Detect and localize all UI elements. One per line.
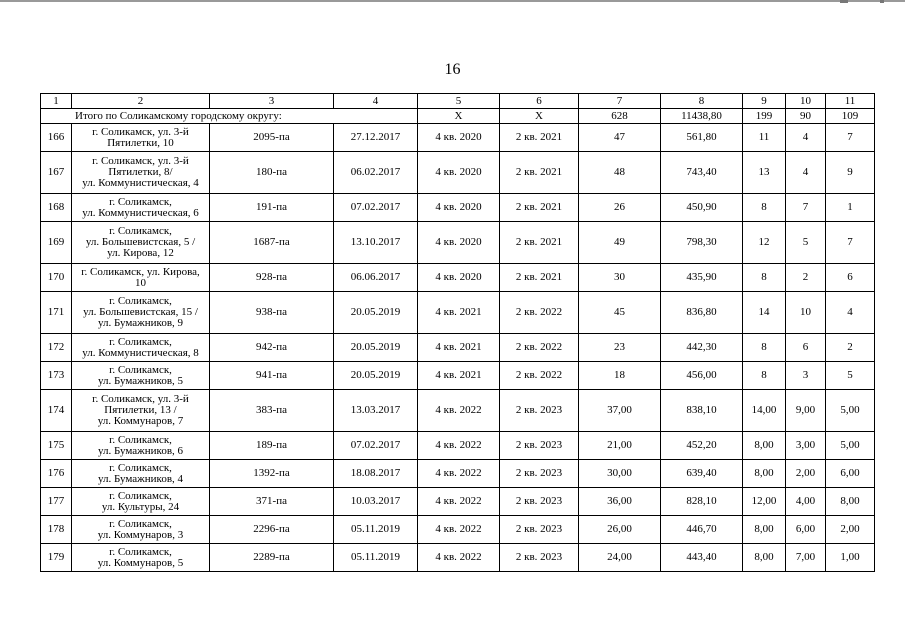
value-cell: 4 xyxy=(786,152,826,194)
address-line: ул. Коммунаров, 5 xyxy=(97,556,184,569)
value-cell: 6,00 xyxy=(826,460,875,488)
end-quarter: 2 кв. 2023 xyxy=(500,390,579,432)
document-date: 06.06.2017 xyxy=(334,264,418,292)
start-quarter: 4 кв. 2020 xyxy=(418,194,500,222)
scan-mark xyxy=(880,0,884,3)
scan-top-edge xyxy=(0,0,905,2)
scan-mark xyxy=(840,0,848,3)
value-cell: 2 xyxy=(786,264,826,292)
address-line: г. Соликамск, ул. 3-й xyxy=(92,393,189,405)
address-cell xyxy=(72,124,210,152)
start-quarter: 4 кв. 2020 xyxy=(418,264,500,292)
value-cell: 798,30 xyxy=(661,222,743,264)
address-line: ул. Бумажников, 5 xyxy=(97,374,184,387)
document-number: 2289-па xyxy=(210,544,334,572)
total-cell: 199 xyxy=(743,109,786,124)
address-line: ул. Бумажников, 6 xyxy=(97,444,184,457)
address-cell xyxy=(72,152,210,194)
document-date: 06.02.2017 xyxy=(334,152,418,194)
address-line: г. Соликамск, xyxy=(109,489,172,502)
column-number-row xyxy=(41,94,875,109)
value-cell: 26,00 xyxy=(579,516,661,544)
value-cell: 4 xyxy=(786,124,826,152)
row-number: 168 xyxy=(41,194,72,222)
total-cell: X xyxy=(418,109,500,124)
address-cell xyxy=(72,516,210,544)
row-number: 176 xyxy=(41,460,72,488)
value-cell: 37,00 xyxy=(579,390,661,432)
table-row xyxy=(41,222,875,264)
row-number: 166 xyxy=(41,124,72,152)
document-date: 07.02.2017 xyxy=(334,194,418,222)
column-header: 8 xyxy=(661,94,743,109)
document-number: 189-па xyxy=(210,432,334,460)
value-cell: 13 xyxy=(743,152,786,194)
value-cell: 14 xyxy=(743,292,786,334)
address-line: ул. Большевистская, 5 / xyxy=(85,236,196,248)
address-cell xyxy=(72,544,210,572)
value-cell: 49 xyxy=(579,222,661,264)
address-cell xyxy=(72,460,210,488)
address-line: ул. Кирова, 12 xyxy=(107,247,174,259)
value-cell: 9 xyxy=(826,152,875,194)
document-number: 371-па xyxy=(210,488,334,516)
end-quarter: 2 кв. 2022 xyxy=(500,362,579,390)
end-quarter: 2 кв. 2023 xyxy=(500,488,579,516)
total-cell: 90 xyxy=(786,109,826,124)
column-header: 3 xyxy=(210,94,334,109)
value-cell: 561,80 xyxy=(661,124,743,152)
value-cell: 47 xyxy=(579,124,661,152)
row-number: 169 xyxy=(41,222,72,264)
address-line: г. Соликамск, xyxy=(109,363,172,376)
value-cell: 26 xyxy=(579,194,661,222)
value-cell: 23 xyxy=(579,334,661,362)
value-cell: 8,00 xyxy=(743,460,786,488)
housing-register-table xyxy=(40,93,875,572)
row-number: 177 xyxy=(41,488,72,516)
start-quarter: 4 кв. 2020 xyxy=(418,222,500,264)
value-cell: 7 xyxy=(826,222,875,264)
column-header: 5 xyxy=(418,94,500,109)
value-cell: 4 xyxy=(826,292,875,334)
table-row xyxy=(41,432,875,460)
end-quarter: 2 кв. 2023 xyxy=(500,460,579,488)
table-row xyxy=(41,544,875,572)
start-quarter: 4 кв. 2021 xyxy=(418,362,500,390)
start-quarter: 4 кв. 2021 xyxy=(418,292,500,334)
document-number: 383-па xyxy=(210,390,334,432)
value-cell: 36,00 xyxy=(579,488,661,516)
column-header: 11 xyxy=(826,94,875,109)
address-line: ул. Коммунистическая, 4 xyxy=(82,177,199,189)
address-line: Пятилетки, 10 xyxy=(107,136,174,149)
address-cell xyxy=(72,432,210,460)
total-cell: X xyxy=(500,109,579,124)
table-row xyxy=(41,124,875,152)
document-date: 13.10.2017 xyxy=(334,222,418,264)
end-quarter: 2 кв. 2022 xyxy=(500,334,579,362)
table-row xyxy=(41,362,875,390)
column-header: 7 xyxy=(579,94,661,109)
row-number: 173 xyxy=(41,362,72,390)
value-cell: 8,00 xyxy=(826,488,875,516)
address-line: г. Соликамск, ул. 3-й xyxy=(92,155,189,167)
total-row xyxy=(41,109,875,124)
value-cell: 48 xyxy=(579,152,661,194)
document-date: 27.12.2017 xyxy=(334,124,418,152)
address-line: ул. Коммунаров, 7 xyxy=(97,415,184,427)
document-date: 10.03.2017 xyxy=(334,488,418,516)
address-line: ул. Коммунистическая, 6 xyxy=(82,206,199,219)
value-cell: 5,00 xyxy=(826,390,875,432)
document-date: 20.05.2019 xyxy=(334,334,418,362)
table-row xyxy=(41,516,875,544)
column-header: 9 xyxy=(743,94,786,109)
address-line: г. Соликамск, xyxy=(109,461,172,474)
address-line: г. Соликамск, xyxy=(109,195,172,208)
address-line: Пятилетки, 13 / xyxy=(104,404,177,416)
value-cell: 443,40 xyxy=(661,544,743,572)
end-quarter: 2 кв. 2023 xyxy=(500,544,579,572)
address-line: г. Соликамск, xyxy=(109,225,172,237)
value-cell: 12,00 xyxy=(743,488,786,516)
value-cell: 8,00 xyxy=(743,544,786,572)
value-cell: 1 xyxy=(826,194,875,222)
table-row xyxy=(41,194,875,222)
address-cell xyxy=(72,292,210,334)
value-cell: 5 xyxy=(786,222,826,264)
document-number: 941-па xyxy=(210,362,334,390)
value-cell: 7,00 xyxy=(786,544,826,572)
start-quarter: 4 кв. 2020 xyxy=(418,124,500,152)
column-header: 10 xyxy=(786,94,826,109)
value-cell: 7 xyxy=(786,194,826,222)
total-cell: 11438,80 xyxy=(661,109,743,124)
document-date: 20.05.2019 xyxy=(334,292,418,334)
start-quarter: 4 кв. 2022 xyxy=(418,390,500,432)
end-quarter: 2 кв. 2021 xyxy=(500,194,579,222)
end-quarter: 2 кв. 2021 xyxy=(500,222,579,264)
document-number: 180-па xyxy=(210,152,334,194)
total-cell: 628 xyxy=(579,109,661,124)
address-line: ул. Бумажников, 9 xyxy=(97,317,184,329)
address-line: г. Соликамск, xyxy=(109,335,172,348)
value-cell: 5 xyxy=(826,362,875,390)
start-quarter: 4 кв. 2022 xyxy=(418,460,500,488)
document-date: 05.11.2019 xyxy=(334,516,418,544)
row-number: 172 xyxy=(41,334,72,362)
address-line: ул. Большевистская, 15 / xyxy=(83,306,198,318)
value-cell: 446,70 xyxy=(661,516,743,544)
end-quarter: 2 кв. 2021 xyxy=(500,124,579,152)
address-cell xyxy=(72,390,210,432)
row-number: 178 xyxy=(41,516,72,544)
address-cell xyxy=(72,488,210,516)
value-cell: 828,10 xyxy=(661,488,743,516)
start-quarter: 4 кв. 2021 xyxy=(418,334,500,362)
row-number: 174 xyxy=(41,390,72,432)
value-cell: 2,00 xyxy=(826,516,875,544)
value-cell: 456,00 xyxy=(661,362,743,390)
value-cell: 21,00 xyxy=(579,432,661,460)
document-date: 18.08.2017 xyxy=(334,460,418,488)
value-cell: 8 xyxy=(743,362,786,390)
column-header: 1 xyxy=(41,94,72,109)
value-cell: 12 xyxy=(743,222,786,264)
value-cell: 24,00 xyxy=(579,544,661,572)
end-quarter: 2 кв. 2021 xyxy=(500,152,579,194)
table-row xyxy=(41,460,875,488)
value-cell: 11 xyxy=(743,124,786,152)
value-cell: 442,30 xyxy=(661,334,743,362)
value-cell: 639,40 xyxy=(661,460,743,488)
value-cell: 8 xyxy=(743,334,786,362)
total-label: Итого по Соликамскому городскому округу: xyxy=(41,109,418,124)
value-cell: 30,00 xyxy=(579,460,661,488)
address-line: г. Соликамск, xyxy=(109,433,172,446)
value-cell: 6 xyxy=(786,334,826,362)
value-cell: 18 xyxy=(579,362,661,390)
address-line: ул. Коммунаров, 3 xyxy=(97,528,184,541)
value-cell: 4,00 xyxy=(786,488,826,516)
value-cell: 2,00 xyxy=(786,460,826,488)
end-quarter: 2 кв. 2022 xyxy=(500,292,579,334)
address-line: ул. Культуры, 24 xyxy=(101,500,180,513)
value-cell: 3 xyxy=(786,362,826,390)
document-number: 191-па xyxy=(210,194,334,222)
address-line: г. Соликамск, ул. Кирова, xyxy=(81,265,200,278)
table-row xyxy=(41,334,875,362)
column-header: 6 xyxy=(500,94,579,109)
column-header: 2 xyxy=(72,94,210,109)
total-cell: 109 xyxy=(826,109,875,124)
document-date: 13.03.2017 xyxy=(334,390,418,432)
address-cell xyxy=(72,334,210,362)
address-line: г. Соликамск, xyxy=(109,517,172,530)
table-row xyxy=(41,152,875,194)
document-date: 07.02.2017 xyxy=(334,432,418,460)
row-number: 170 xyxy=(41,264,72,292)
address-line: г. Соликамск, xyxy=(109,545,172,558)
value-cell: 1,00 xyxy=(826,544,875,572)
start-quarter: 4 кв. 2020 xyxy=(418,152,500,194)
page-number: 16 xyxy=(444,61,461,78)
value-cell: 10 xyxy=(786,292,826,334)
value-cell: 3,00 xyxy=(786,432,826,460)
value-cell: 6,00 xyxy=(786,516,826,544)
document-number: 938-па xyxy=(210,292,334,334)
value-cell: 435,90 xyxy=(661,264,743,292)
value-cell: 9,00 xyxy=(786,390,826,432)
start-quarter: 4 кв. 2022 xyxy=(418,488,500,516)
value-cell: 836,80 xyxy=(661,292,743,334)
start-quarter: 4 кв. 2022 xyxy=(418,516,500,544)
address-line: г. Соликамск, ул. 3-й xyxy=(92,125,189,138)
document-number: 1687-па xyxy=(210,222,334,264)
value-cell: 743,40 xyxy=(661,152,743,194)
value-cell: 452,20 xyxy=(661,432,743,460)
row-number: 167 xyxy=(41,152,72,194)
address-cell xyxy=(72,264,210,292)
column-header: 4 xyxy=(334,94,418,109)
value-cell: 8,00 xyxy=(743,516,786,544)
value-cell: 8,00 xyxy=(743,432,786,460)
value-cell: 6 xyxy=(826,264,875,292)
value-cell: 45 xyxy=(579,292,661,334)
document-date: 05.11.2019 xyxy=(334,544,418,572)
table-row xyxy=(41,264,875,292)
row-number: 171 xyxy=(41,292,72,334)
end-quarter: 2 кв. 2021 xyxy=(500,264,579,292)
start-quarter: 4 кв. 2022 xyxy=(418,544,500,572)
value-cell: 7 xyxy=(826,124,875,152)
document-number: 2095-па xyxy=(210,124,334,152)
end-quarter: 2 кв. 2023 xyxy=(500,516,579,544)
document-number: 1392-па xyxy=(210,460,334,488)
table-row xyxy=(41,292,875,334)
table-row xyxy=(41,390,875,432)
value-cell: 2 xyxy=(826,334,875,362)
value-cell: 450,90 xyxy=(661,194,743,222)
table-row xyxy=(41,488,875,516)
row-number: 175 xyxy=(41,432,72,460)
start-quarter: 4 кв. 2022 xyxy=(418,432,500,460)
row-number: 179 xyxy=(41,544,72,572)
document-number: 942-па xyxy=(210,334,334,362)
address-line: ул. Коммунистическая, 8 xyxy=(82,346,199,359)
value-cell: 14,00 xyxy=(743,390,786,432)
document-date: 20.05.2019 xyxy=(334,362,418,390)
address-line: 10 xyxy=(135,276,146,289)
address-line: ул. Бумажников, 4 xyxy=(97,472,184,485)
value-cell: 8 xyxy=(743,194,786,222)
value-cell: 8 xyxy=(743,264,786,292)
document-number: 928-па xyxy=(210,264,334,292)
value-cell: 5,00 xyxy=(826,432,875,460)
address-line: Пятилетки, 8/ xyxy=(108,166,173,178)
value-cell: 838,10 xyxy=(661,390,743,432)
address-cell xyxy=(72,362,210,390)
address-cell xyxy=(72,194,210,222)
value-cell: 30 xyxy=(579,264,661,292)
address-line: г. Соликамск, xyxy=(109,295,172,307)
end-quarter: 2 кв. 2023 xyxy=(500,432,579,460)
address-cell xyxy=(72,222,210,264)
document-number: 2296-па xyxy=(210,516,334,544)
